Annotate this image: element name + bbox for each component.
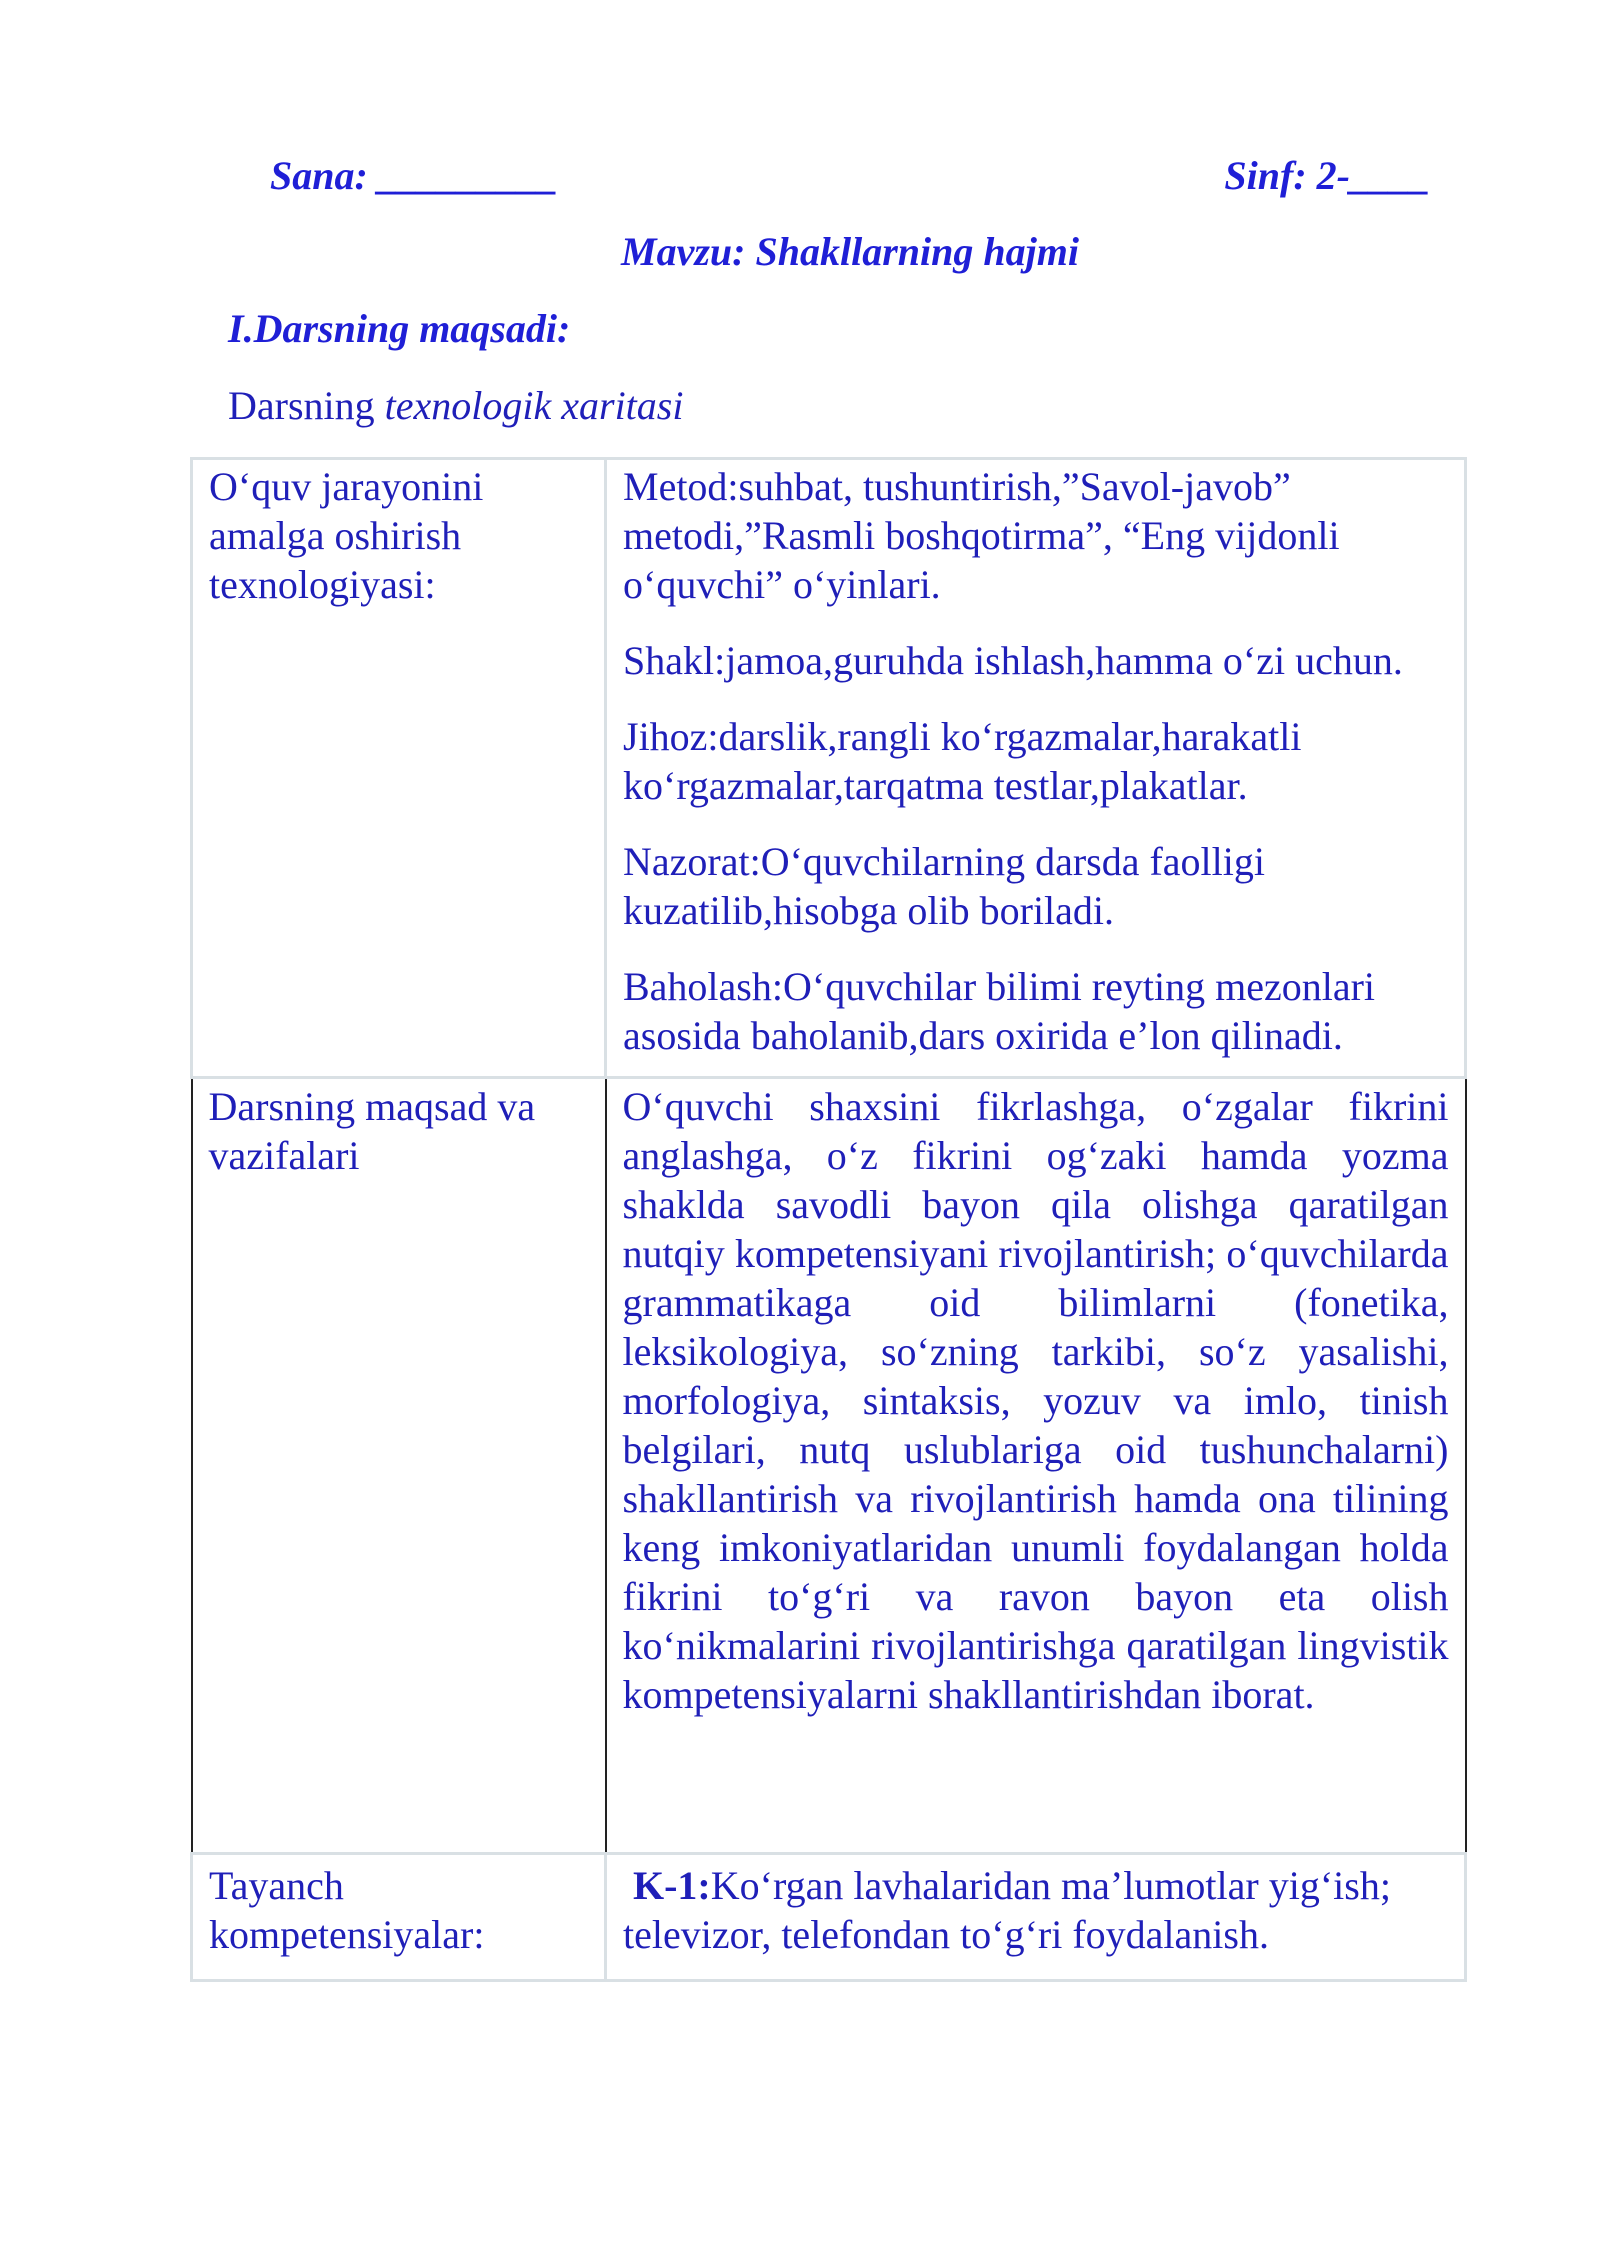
row-label-competencies: Tayanch kompetensiyalar: xyxy=(192,1854,606,1981)
row-content-technology xyxy=(606,459,1466,1078)
control-text: Nazorat:O‘quvchilarning darsda faolligi kuzatilib,hisobga olib boriladi. xyxy=(623,839,1265,933)
lesson-topic: Mavzu: Shakllarning hajmi xyxy=(621,229,1079,274)
lesson-goal-heading: I.Darsning maqsadi: xyxy=(228,306,571,351)
tech-map-heading xyxy=(228,382,683,429)
tech-map-prefix: Darsning xyxy=(228,383,385,428)
method-text: Metod:suhbat, tushuntirish,”Savol-javob” metodi,”Rasmli boshqotirma”, “Eng vijdonli o‘quvchi” o‘yinlari. xyxy=(623,464,1340,607)
row-content-competencies xyxy=(606,1854,1466,1981)
equipment-text: Jihoz:darslik,rangli ko‘rgazmalar,harakatli ko‘rgazmalar,tarqatma testlar,plakatlar. xyxy=(623,714,1302,808)
technology-map-table xyxy=(190,457,1467,1982)
row-label-goals: Darsning maqsad va vazifalari xyxy=(192,1078,606,1854)
tech-map-italic: texnologik xaritasi xyxy=(384,383,684,428)
table-row xyxy=(192,1078,1466,1854)
assessment-text: Baholash:O‘quvchilar bilimi reyting mezonlari asosida baholanib,dars oxirida e’lon qilinadi. xyxy=(623,964,1376,1058)
competency-text: Ko‘rgan lavhalaridan ma’lumotlar yig‘ish; televizor, telefondan to‘g‘ri foydalanish. xyxy=(623,1863,1391,1957)
row-content-goals: O‘quvchi shaxsini fikrlashga, o‘zgalar fikrini anglashga, o‘z fikrini og‘zaki hamda yozma shaklda savodli bayon qila olishga qaratilgan nutqiy kompetensiyani rivojlantirish; o‘quvchilarda grammatikaga oid bilimlarni (fonetika, leksikologiya, so‘zning tarkibi, so‘z yasalishi, morfologiya, sintaksis, yozuv va imlo, tinish belgilari, nutq uslublariga oid tushunchalarni) shakllantirish va rivojlantirish hamda ona tilining keng imkoniyatlaridan unumli foydalangan holda fikrini to‘g‘ri va ravon bayon eta olish ko‘nikmalarini rivojlantirishga qaratilgan lingvistik kompetensiyalarni shakllantirishdan iborat. xyxy=(606,1078,1466,1854)
date-field: Sana: _________ xyxy=(270,153,558,198)
row-label-technology: O‘quv jarayonini amalga oshirish texnologiyasi: xyxy=(192,459,606,1078)
class-field: Sinf: 2-____ xyxy=(1224,153,1430,198)
form-text: Shakl:jamoa,guruhda ishlash,hamma o‘zi uchun. xyxy=(623,638,1403,683)
competency-code: K-1: xyxy=(633,1863,711,1908)
table-row xyxy=(192,459,1466,1078)
table-row xyxy=(192,1854,1466,1981)
